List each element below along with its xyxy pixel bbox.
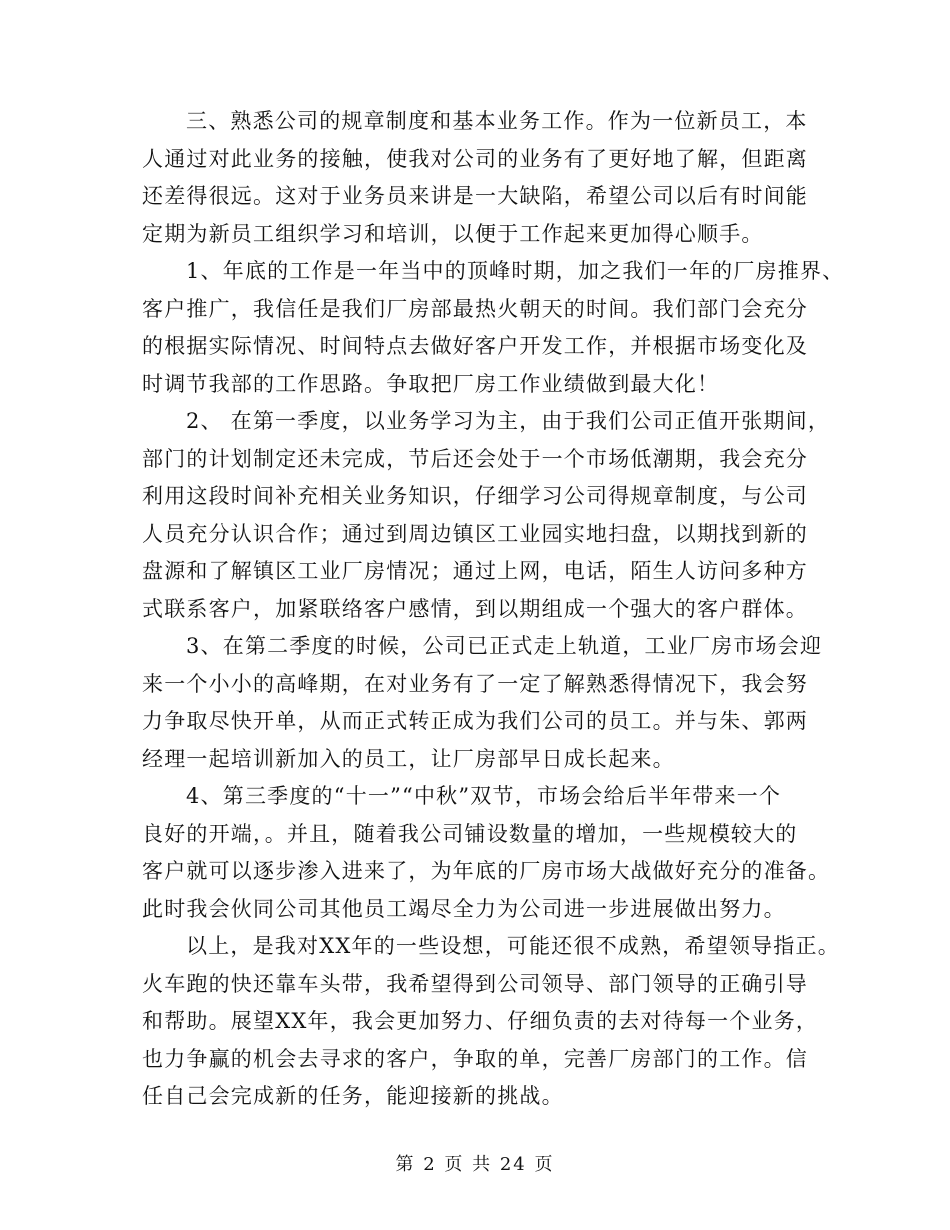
text-line: 还差得很远。这对于业务员来讲是一大缺陷，希望公司以后有时间能: [142, 184, 808, 208]
paragraph-item-3: [142, 628, 832, 778]
text-line: 也力争赢的机会去寻求的客户，争取的单，完善厂房部门的工作。信: [142, 1046, 808, 1071]
text-line: 和帮助。展望XX年，我会更加努力、仔细负责的去对待每一个业务，: [142, 1009, 819, 1033]
text-line: 此时我会伙同公司其他员工竭尽全力为公司进一步进展做出努力。: [142, 896, 786, 921]
text-line: 2、 在第一季度，以业务学习为主，由于我们公司正值开张期间，: [186, 409, 831, 433]
paragraph-conclusion: [142, 928, 840, 1116]
text-line: 1、年底的工作是一年当中的顶峰时期，加之我们一年的厂房推界、: [186, 259, 845, 283]
paragraph-item-2: [142, 403, 832, 628]
paragraph-item-1: [142, 253, 845, 403]
text-line: 三、熟悉公司的规章制度和基本业务工作。作为一位新员工，本: [186, 109, 808, 133]
text-line: 式联系客户，加紧联络客户感情，到以期组成一个强大的客户群体。: [142, 596, 808, 621]
text-line: 客户推广，我信任是我们厂房部最热火朝天的时间。我们部门会充分: [142, 296, 808, 321]
text-line: 来一个小小的高峰期，在对业务有了一定了解熟悉得情况下，我会努: [142, 671, 808, 696]
paragraph-rules-and-business: [142, 103, 832, 253]
text-line: 利用这段时间补充相关业务知识，仔细学习公司得规章制度，与公司: [142, 484, 808, 508]
text-line: 客户就可以逐步渗入进来了，为年底的厂房市场大战做好充分的准备。: [142, 859, 831, 883]
text-line: 火车跑的快还靠车头带，我希望得到公司领导、部门领导的正确引导: [142, 971, 808, 996]
text-line: 3、在第二季度的时候，公司已正式走上轨道，工业厂房市场会迎: [186, 634, 823, 658]
text-line: 部门的计划制定还未完成，节后还会处于一个市场低潮期，我会充分: [142, 446, 808, 471]
text-line: 任自己会完成新的任务，能迎接新的挑战。: [142, 1084, 564, 1108]
page-number-footer: 第 2 页 共 24 页: [395, 1154, 555, 1175]
paragraph-item-4: [142, 778, 832, 928]
text-line: 以上，是我对XX年的一些设想，可能还很不成熟，希望领导指正。: [186, 934, 840, 958]
text-line: 经理一起培训新加入的员工，让厂房部早日成长起来。: [142, 746, 675, 771]
text-line: 4、第三季度的“十一”“中秋”双节，市场会给后半年带来一个: [186, 784, 782, 808]
text-line: 的根据实际情况、时间特点去做好客户开发工作，并根据市场变化及: [142, 334, 808, 358]
document-body: [142, 103, 845, 1116]
text-line: 人员充分认识合作；通过到周边镇区工业园实地扫盘，以期找到新的: [142, 521, 808, 546]
text-line: 定期为新员工组织学习和培训，以便于工作起来更加得心顺手。: [142, 221, 764, 246]
text-line: 良好的开端，。并且，随着我公司铺设数量的增加，一些规模较大的: [142, 821, 798, 846]
text-line: 盘源和了解镇区工业厂房情况；通过上网，电话，陌生人访问多种方: [142, 559, 808, 583]
text-line: 时调节我部的工作思路。争取把厂房工作业绩做到最大化！: [142, 371, 720, 396]
text-line: 人通过对此业务的接触，使我对公司的业务有了更好地了解，但距离: [142, 146, 808, 171]
text-line: 力争取尽快开单，从而正式转正成为我们公司的员工。并与朱、郭两: [142, 709, 808, 733]
